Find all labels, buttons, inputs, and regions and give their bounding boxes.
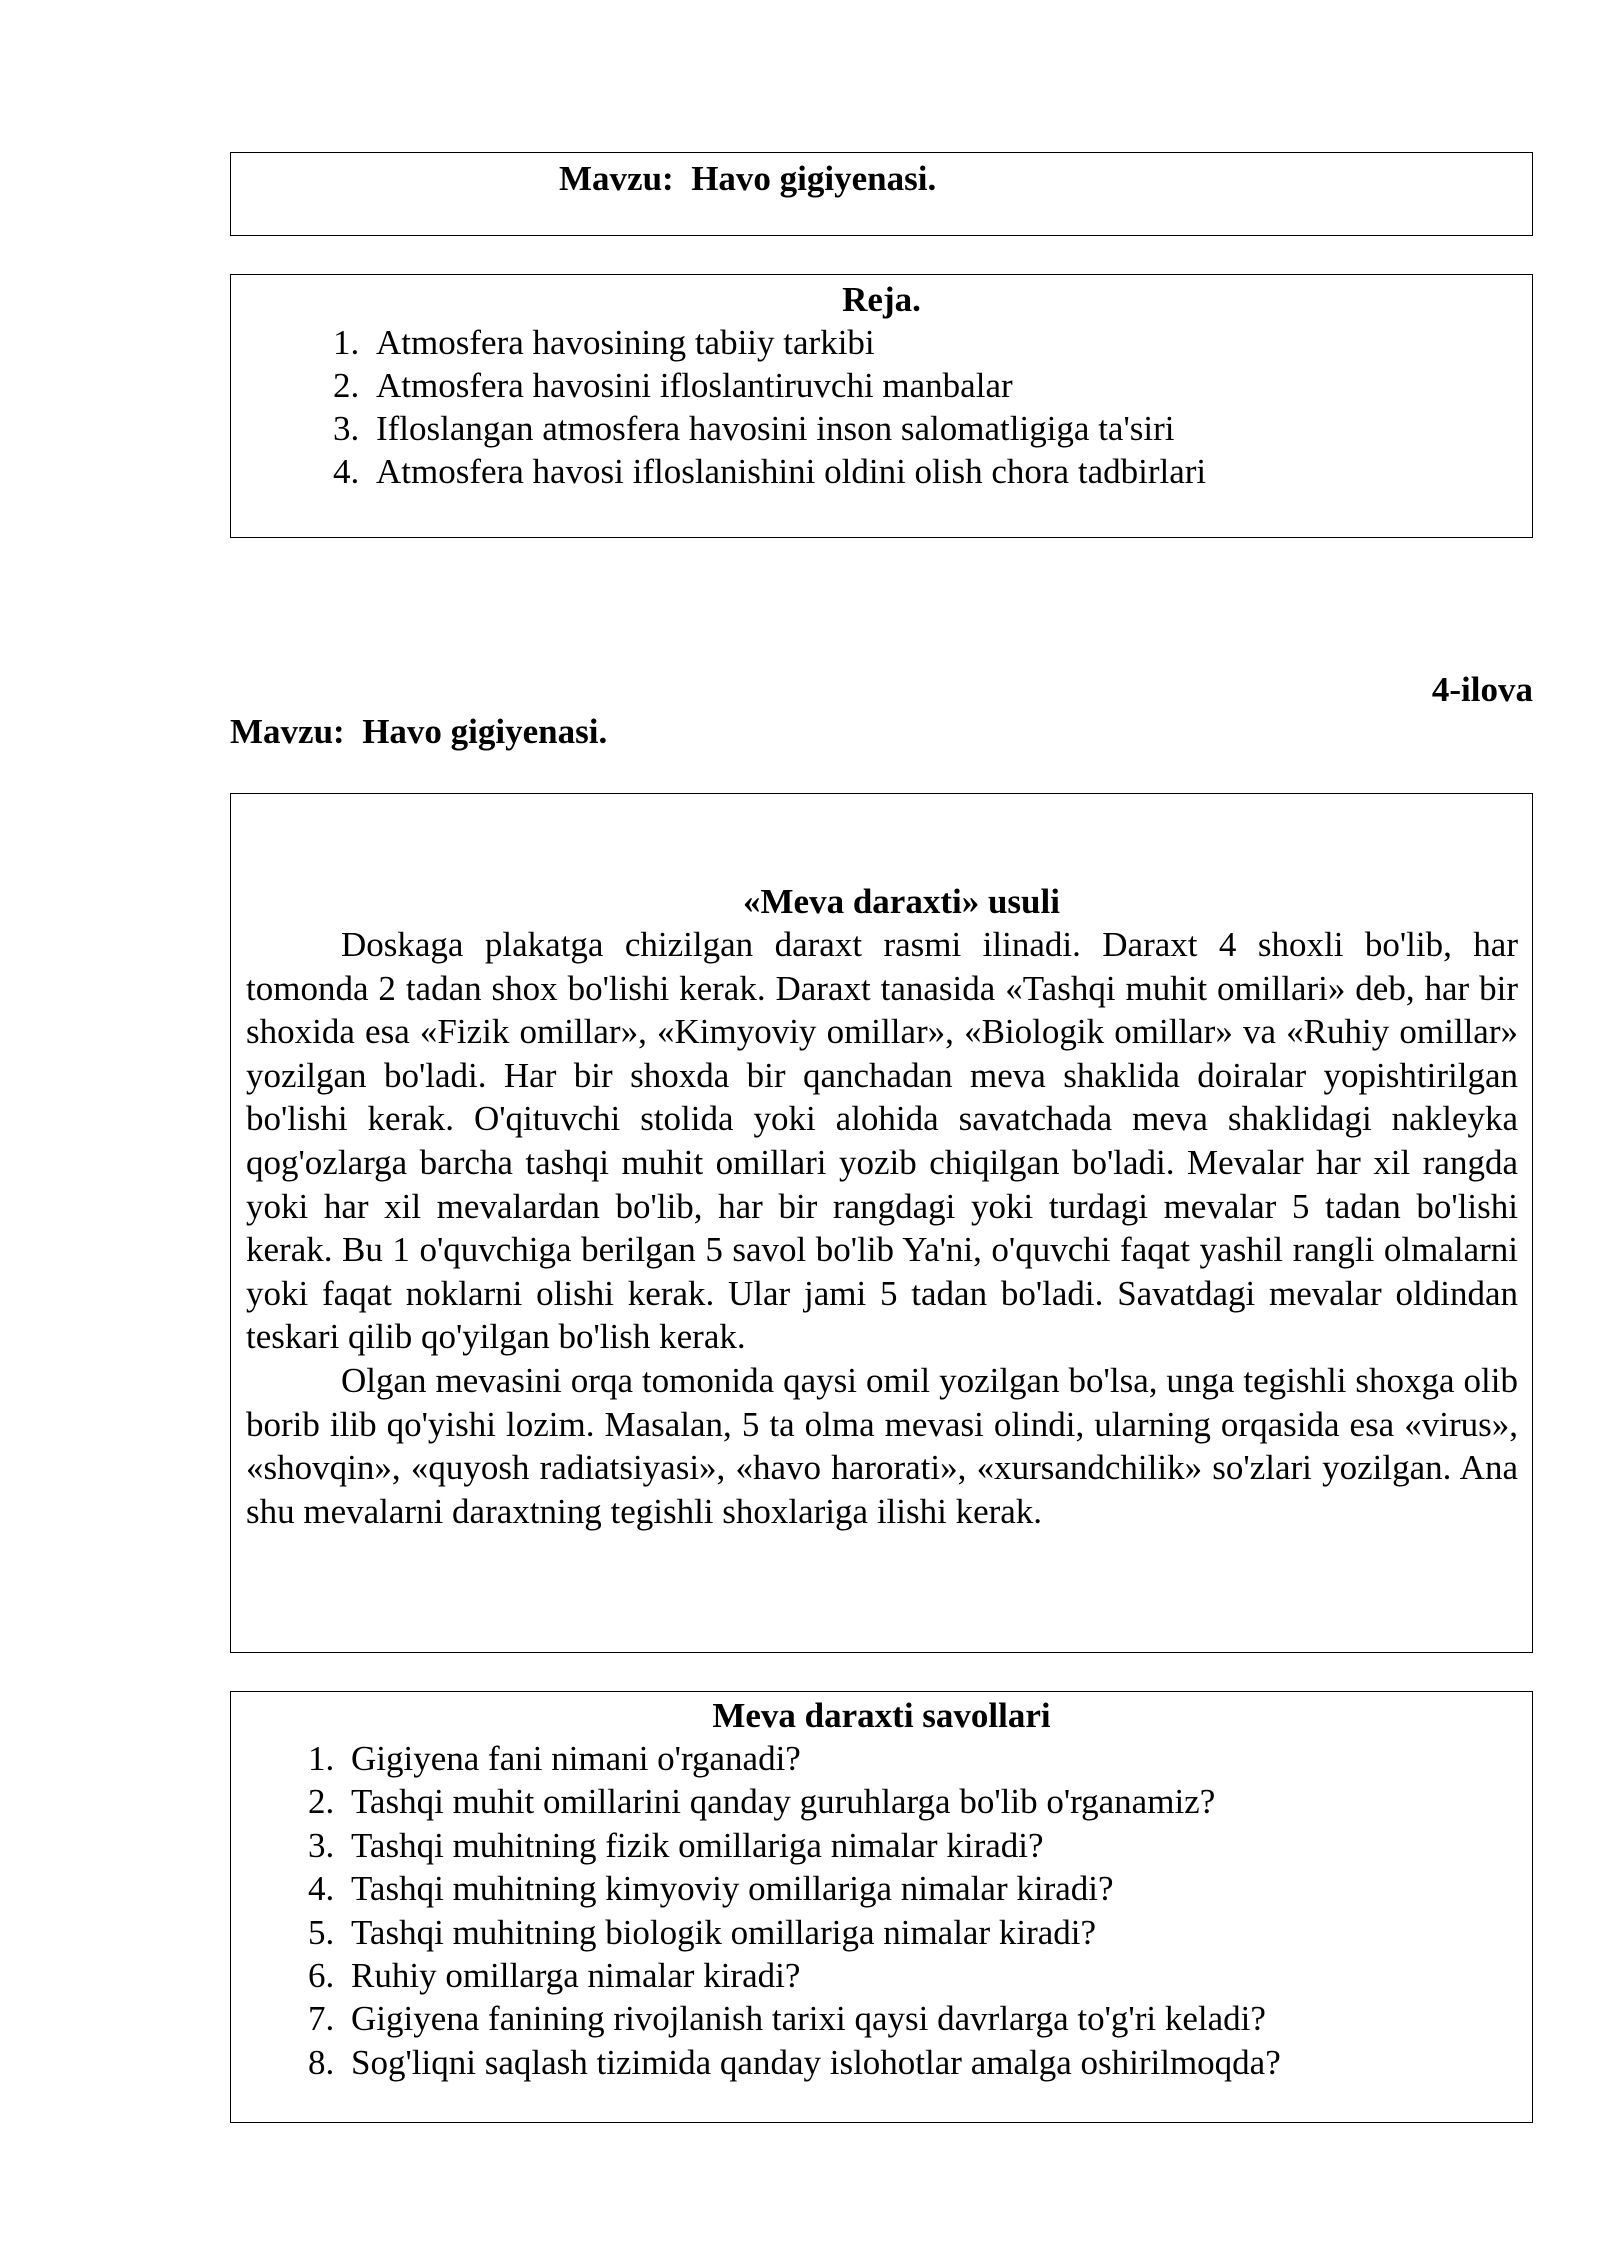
plan-item: 2. Atmosfera havosini ifloslantiruvchi manbalar	[368, 364, 1532, 407]
plan-item: 4. Atmosfera havosi ifloslanishini oldini olish chora tadbirlari	[368, 450, 1532, 493]
questions-list	[231, 1737, 1532, 2084]
method-paragraph: Doskaga plakatga chizilgan daraxt rasmi ilinadi. Daraxt 4 shoxli bo'lib, har tomonda 2 tadan shox bo'lishi kerak. Daraxt tanasida «Tashqi muhit omillari» deb, har bir shoxida esa «Fizik omillar», «Kimyoviy omillar», «Biologik omillar» va «Ruhiy omillar» yozilgan bo'ladi. Har bir shoxda bir qanchadan meva shaklida doiralar yopishtirilgan bo'lishi kerak. O'qituvchi stolida yoki alohida savatchada meva shaklidagi nakleyka qog'ozlarga barcha tashqi muhit omillari yozib chiqilgan bo'ladi. Mevalar har xil rangda yoki har xil mevalardan bo'lib, har bir rangdagi yoki turdagi mevalar 5 tadan bo'lishi kerak. Bu 1 o'quvchiga berilgan 5 savol bo'lib Ya'ni, o'quvchi faqat yashil rangli olmalarni yoki faqat noklarni olishi kerak. Ular jami 5 tadan bo'ladi. Savatdagi mevalar oldindan teskari qilib qo'yilgan bo'lish kerak.	[246, 925, 1518, 1357]
method-heading: «Meva daraxti» usuli	[743, 882, 1060, 921]
plan-list	[231, 321, 1532, 493]
questions-heading: Meva daraxti savollari	[712, 1696, 1051, 1735]
method-box	[230, 793, 1533, 1653]
topic-box	[230, 152, 1533, 236]
plan-box	[230, 274, 1533, 538]
questions-box	[230, 1691, 1533, 2123]
appendix-label: 4-ilova	[1431, 670, 1533, 709]
question-item: 6. Ruhiy omillarga nimalar kiradi?	[343, 1954, 1532, 1997]
question-item: 5. Tashqi muhitning biologik omillariga nimalar kiradi?	[343, 1911, 1532, 1954]
question-item: 2. Tashqi muhit omillarini qanday guruhlarga bo'lib o'rganamiz?	[343, 1780, 1532, 1823]
question-item: 1. Gigiyena fani nimani o'rganadi?	[343, 1737, 1532, 1780]
plan-heading: Reja.	[842, 280, 921, 319]
plan-item: 3. Ifloslangan atmosfera havosini inson salomatligiga ta'siri	[368, 407, 1532, 450]
method-body	[246, 923, 1518, 1533]
method-paragraph: Olgan mevasini orqa tomonida qaysi omil yozilgan bo'lsa, unga tegishli shoxga olib borib ilib qo'yishi lozim. Masalan, 5 ta olma mevasi olindi, ularning orqasida esa «virus», «shovqin», «quyosh radiatsiyasi», «havo harorati», «xursandchilik» so'zlari yozilgan. Ana shu mevalarni daraxtning tegishli shoxlariga ilishi kerak.	[246, 1360, 1518, 1531]
plan-item: 1. Atmosfera havosining tabiiy tarkibi	[368, 321, 1532, 364]
topic-heading: Mavzu: Havo gigiyenasi.	[230, 712, 608, 751]
question-item: 7. Gigiyena fanining rivojlanish tarixi qaysi davrlarga to'g'ri keladi?	[343, 1997, 1532, 2040]
question-item: 3. Tashqi muhitning fizik omillariga nimalar kiradi?	[343, 1824, 1532, 1867]
question-item: 8. Sog'liqni saqlash tizimida qanday islohotlar amalga oshirilmoqda?	[343, 2041, 1532, 2084]
topic-title: Mavzu: Havo gigiyenasi.	[559, 159, 937, 198]
question-item: 4. Tashqi muhitning kimyoviy omillariga nimalar kiradi?	[343, 1867, 1532, 1910]
